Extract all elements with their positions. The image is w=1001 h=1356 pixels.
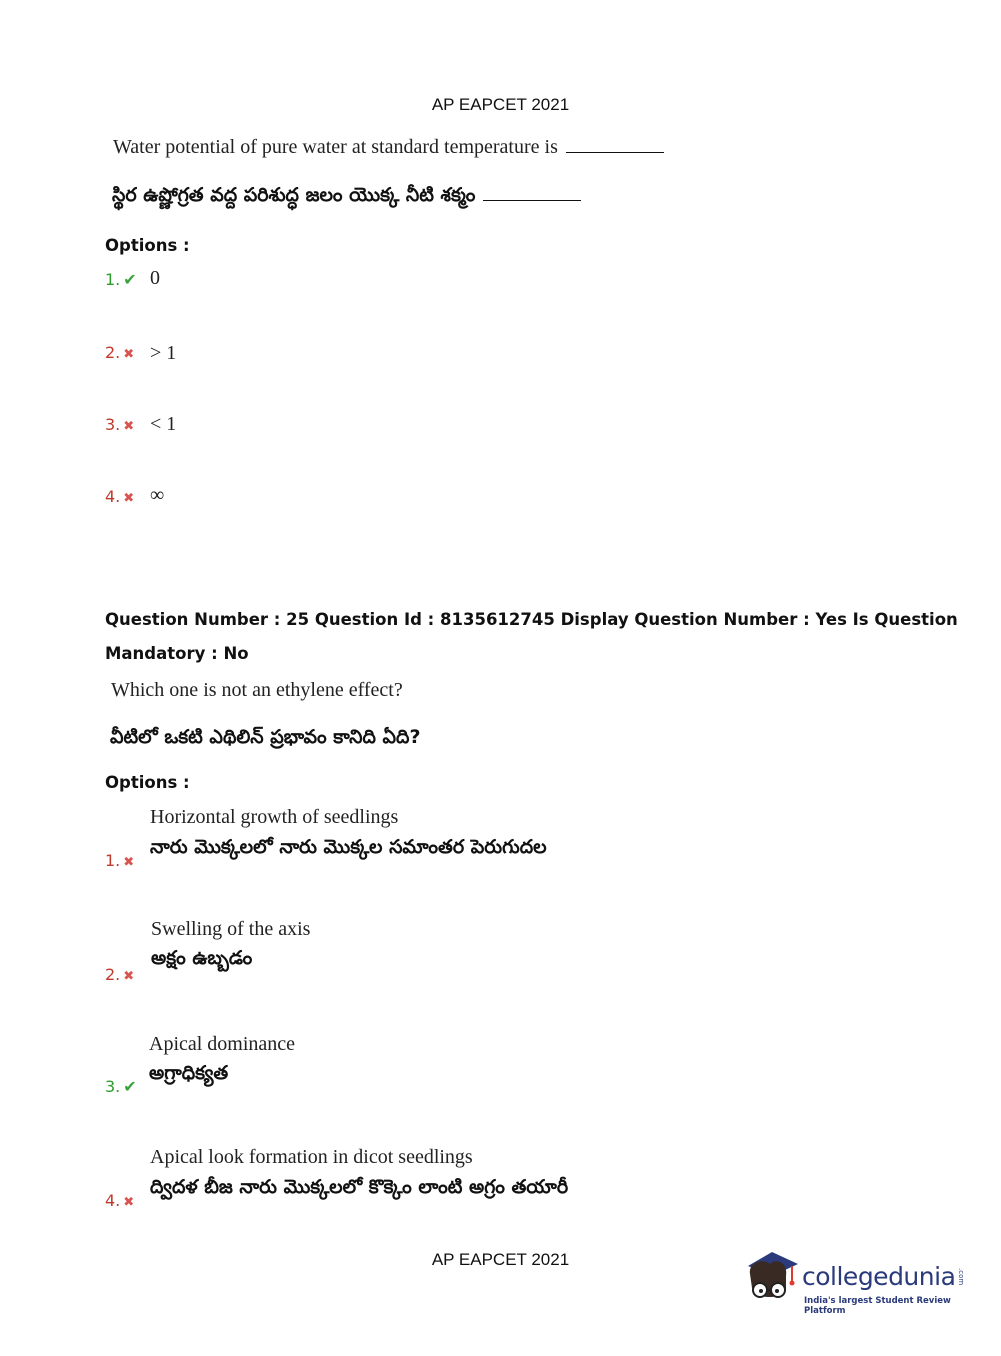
correct-check-icon: ✔ [123,272,137,289]
option-value: ∞ [150,484,165,506]
option-item [105,487,134,507]
option-text-te: నారు మొక్కలలో నారు మొక్కల సమాంతర పెరుగుదల [150,836,547,858]
option-text-en: Horizontal growth of seedlings [150,806,399,828]
brand-name: collegedunia [802,1262,956,1291]
option-item [105,1191,134,1211]
question-meta-line1: Question Number : 25 Question Id : 8135612745 Display Question Number : Yes Is Question [105,610,958,629]
page-footer: AP EAPCET 2021 [431,1250,570,1269]
option-value: 0 [150,267,160,289]
question-meta-line2: Mandatory : No [105,644,249,663]
option-text-en: Swelling of the axis [151,918,311,940]
question-text-en [113,136,664,159]
option-text-en: Apical dominance [149,1033,296,1055]
option-number: 2. [105,965,121,984]
question-text-te: వీటిలో ఒకటి ఎథిలిన్ ప్రభావం కానిది ఏది? [110,726,421,748]
answer-blank-te [483,184,581,201]
brand-tagline: India's largest Student Review Platform [804,1296,951,1316]
wrong-cross-icon: ✖ [123,418,135,433]
question-text-en: Which one is not an ethylene effect? [111,679,403,701]
options-label: Options : [105,236,190,255]
option-number: 4. [105,1191,121,1210]
option-number: 3. [105,1077,121,1096]
option-text-te: అగ్రాధిక్యత [149,1062,229,1084]
option-text-te: అక్షం ఉబ్బడం [151,947,253,969]
option-text-en: Apical look formation in dicot seedlings [150,1146,473,1168]
option-number: 4. [105,487,121,506]
collegedunia-logo[interactable] [742,1248,972,1318]
option-number: 2. [105,343,121,362]
option-item [105,965,134,985]
option-number: 3. [105,415,121,434]
wrong-cross-icon: ✖ [123,854,135,869]
question-text-en-label: Water potential of pure water at standard temperature is [113,136,558,158]
wrong-cross-icon: ✖ [123,1194,135,1209]
option-number: 1. [105,851,121,870]
option-text-te: ద్విదళ బీజ నారు మొక్కలలో కొక్కెం లాంటి అగ్రం తయారీ [150,1176,569,1198]
options-label: Options : [105,773,190,792]
option-item [105,851,134,871]
question-text-te-label: స్థిర ఉష్ణోగ్రత వద్ద పరిశుద్ధ జలం యొక్క నీటి శక్మం [112,184,476,206]
option-value: > 1 [150,342,177,364]
mascot-icon [742,1248,802,1310]
page-header: AP EAPCET 2021 [431,95,570,114]
answer-blank [566,136,664,153]
option-value: < 1 [150,413,177,435]
option-item [105,270,137,290]
option-number: 1. [105,270,121,289]
brand-suffix: .com [957,1268,965,1286]
option-item [105,343,134,363]
wrong-cross-icon: ✖ [123,490,135,505]
option-item [105,415,134,435]
wrong-cross-icon: ✖ [123,968,135,983]
wrong-cross-icon: ✖ [123,346,135,361]
question-text-te [112,184,581,211]
option-item [105,1077,137,1097]
correct-check-icon: ✔ [123,1079,137,1096]
